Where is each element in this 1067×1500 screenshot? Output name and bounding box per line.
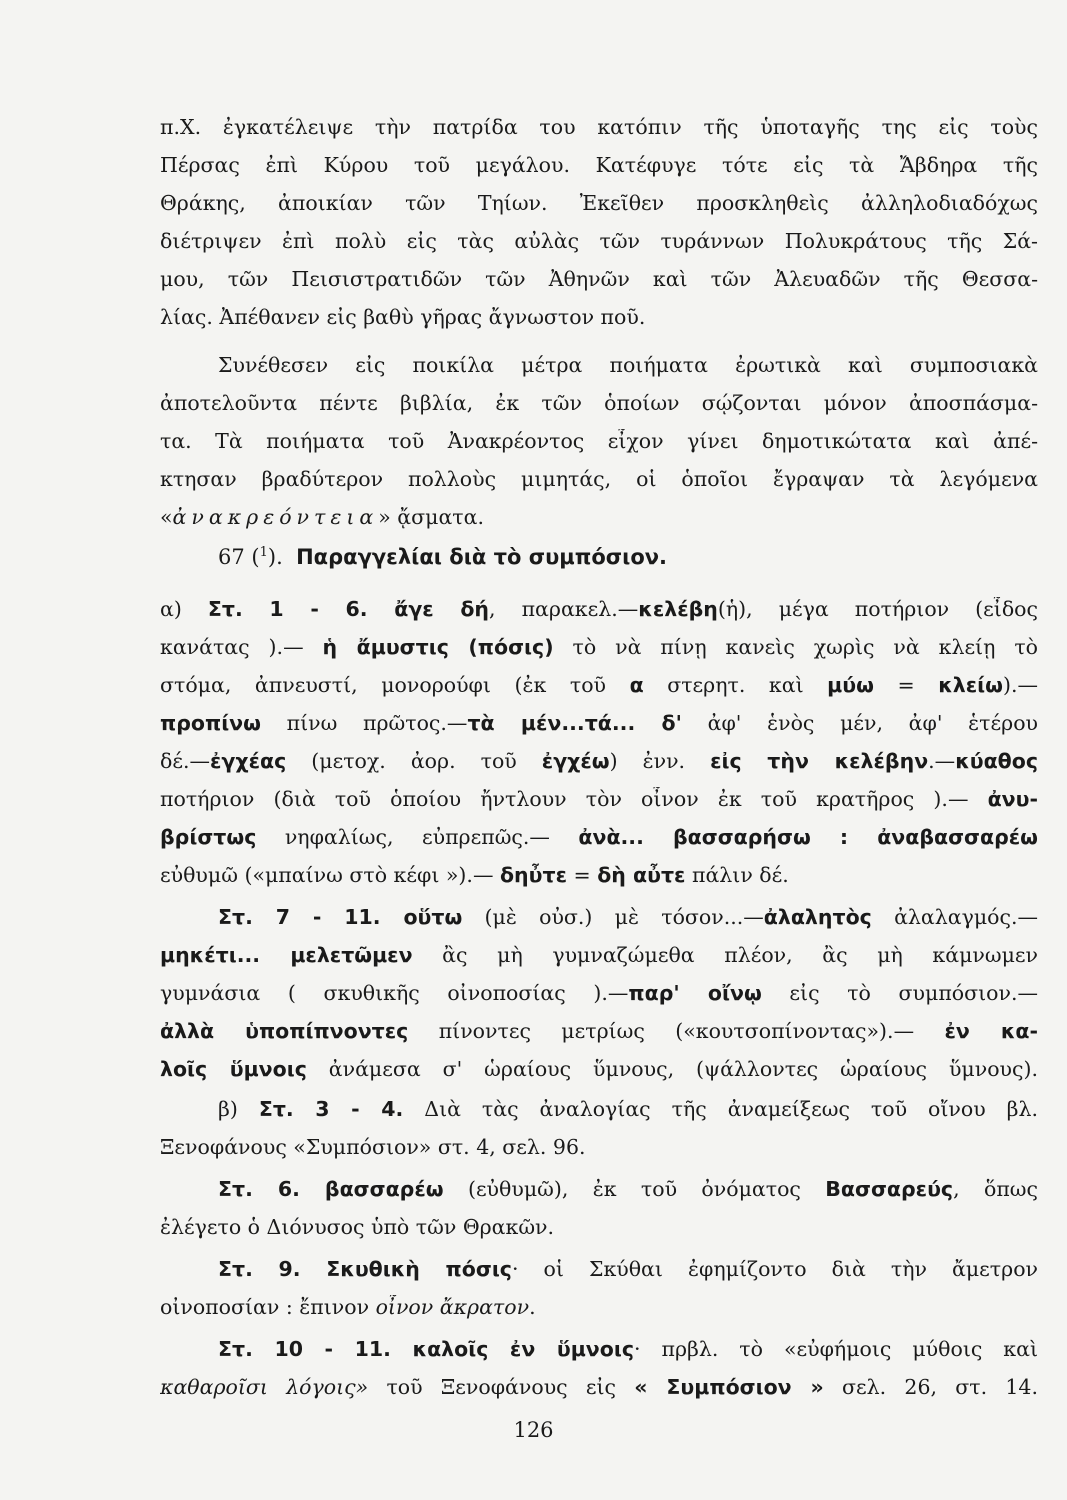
text-line: α) Στ. 1 - 6. ἄγε δή, παρακελ.—κελέβη(ἡ), μέγα ποτήριον (εἶδος (160, 597, 1038, 621)
text-line: ἐλέγετο ὁ Διόνυσος ὑπὸ τῶν Θρακῶν. (160, 1215, 555, 1239)
text-line: Στ. 10 - 11. καλοῖς ἐν ὕμνοις· πρβλ. τὸ «εὐφήμοις μύθοις καὶ (218, 1337, 1038, 1361)
section-heading: 67 ($^1$). Παραγγελίαι διὰ τὸ συμπόσιον. (218, 545, 668, 569)
text-line: καθαροῖσι λόγοις» τοῦ Ξενοφάνους εἰς « Συμπόσιον » σελ. 26, στ. 14. (160, 1375, 1038, 1399)
text-line: τα. Τὰ ποιήματα τοῦ Ἀνακρέοντος εἶχον γίνει δημοτικώτατα καὶ ἀπέ- (160, 429, 1038, 453)
text-line: ἀποτελοῦντα πέντε βιβλία, ἐκ τῶν ὁποίων σῴζονται μόνον ἀποσπάσμα- (160, 391, 1038, 415)
text-line: βρίστως νηφαλίως, εὐπρεπῶς.— ἀνὰ... βασσαρήσω : ἀναβασσαρέω (160, 825, 1038, 849)
text-line: οἰνοποσίαν : ἔπινον οἶνον ἄκρατον. (160, 1295, 536, 1319)
text-line: κανάτας ).— ἡ ἄμυστις (πόσις) τὸ νὰ πίνῃ κανεὶς χωρὶς νὰ κλείῃ τὸ (160, 635, 1038, 659)
text-line: Στ. 7 - 11. οὕτω (μὲ οὐσ.) μὲ τόσον...—ἀλαλητὸς ἀλαλαγμός.— (218, 905, 1038, 929)
text-line: εὐθυμῶ («μπαίνω στὸ κέφι »).— δηὖτε = δὴ αὖτε πάλιν δέ. (160, 863, 789, 887)
text-line: μηκέτι... μελετῶμεν ἂς μὴ γυμναζώμεθα πλέον, ἂς μὴ κάμνωμεν (160, 943, 1038, 967)
text-line: διέτριψεν ἐπὶ πολὺ εἰς τὰς αὐλὰς τῶν τυράννων Πολυκράτους τῆς Σά- (160, 229, 1038, 253)
text-line: Στ. 6. βασσαρέω (εὐθυμῶ), ἐκ τοῦ ὀνόματος Βασσαρεύς, ὅπως (218, 1177, 1038, 1201)
text-line: Ξενοφάνους «Συμπόσιον» στ. 4, σελ. 96. (160, 1135, 586, 1159)
text-line: Συνέθεσεν εἰς ποικίλα μέτρα ποιήματα ἐρωτικὰ καὶ συμποσιακὰ (218, 353, 1038, 377)
text-line: Πέρσας ἐπὶ Κύρου τοῦ μεγάλου. Κατέφυγε τότε εἰς τὰ Ἄβδηρα τῆς (160, 153, 1038, 177)
text-line: στόμα, ἀπνευστί, μονορούφι (ἐκ τοῦ α στερητ. καὶ μύω = κλείω).— (160, 673, 1038, 697)
page-number: 126 (513, 1418, 554, 1442)
text-line: μου, τῶν Πεισιστρατιδῶν τῶν Ἀθηνῶν καὶ τῶν Ἀλευαδῶν τῆς Θεσσα- (160, 267, 1038, 291)
text-line: λίας. Ἀπέθανεν εἰς βαθὺ γῆρας ἄγνωστον ποῦ. (160, 305, 646, 329)
text-line: «ἀνακρεόντεια» ᾄσματα. (160, 505, 484, 529)
text-line: προπίνω πίνω πρῶτος.—τὰ μέν...τά... δ' ἀφ' ἑνὸς μέν, ἀφ' ἑτέρου (160, 711, 1038, 735)
text-line: ἀλλὰ ὑποπίπνοντες πίνοντες μετρίως («κουτσοπίνοντας»).— ἐν κα- (160, 1019, 1038, 1043)
text-line: δέ.—ἐγχέας (μετοχ. ἀορ. τοῦ ἐγχέω) ἐνν. εἰς τὴν κελέβην.—κύαθος (160, 749, 1038, 773)
text-line: π.Χ. ἐγκατέλειψε τὴν πατρίδα του κατόπιν τῆς ὑποταγῆς της εἰς τοὺς (160, 115, 1038, 139)
text-line: ποτήριον (διὰ τοῦ ὁποίου ἤντλουν τὸν οἶνον ἐκ τοῦ κρατῆρος ).— ἀνυ- (160, 787, 1038, 811)
text-line: κτησαν βραδύτερον πολλοὺς μιμητάς, οἱ ὁποῖοι ἔγραψαν τὰ λεγόμενα (160, 467, 1038, 491)
text-line: γυμνάσια ( σκυθικῆς οἰνοποσίας ).—παρ' οἴνῳ εἰς τὸ συμπόσιον.— (160, 981, 1038, 1005)
text-line: Θράκης, ἀποικίαν τῶν Τηίων. Ἐκεῖθεν προσκληθεὶς ἀλληλοδιαδόχως (160, 191, 1038, 215)
text-line: λοῖς ὕμνοις ἀνάμεσα σ' ὡραίους ὕμνους, (ψάλλοντες ὡραίους ὕμνους). (160, 1057, 1038, 1081)
text-line: Στ. 9. Σκυθικὴ πόσις· οἱ Σκύθαι ἐφημίζοντο διὰ τὴν ἄμετρον (218, 1257, 1038, 1281)
text-line: β) Στ. 3 - 4. Διὰ τὰς ἀναλογίας τῆς ἀναμείξεως τοῦ οἴνου βλ. (218, 1097, 1038, 1121)
